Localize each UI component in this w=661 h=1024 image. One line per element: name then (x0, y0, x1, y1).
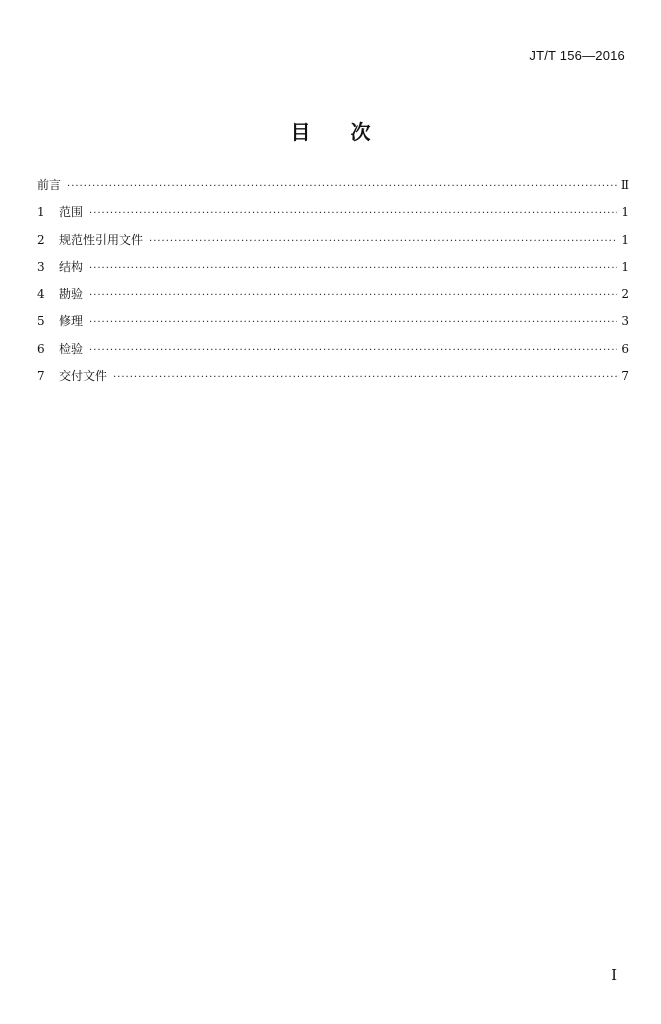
toc-label: 交付文件 (59, 369, 108, 384)
toc-entry-1[interactable] (37, 203, 629, 230)
toc-number: 7 (37, 369, 45, 384)
toc-label: 范围 (59, 205, 84, 220)
toc-leader-dots (89, 208, 617, 219)
toc-page-number: 3 (621, 314, 629, 329)
toc-label: 修理 (59, 314, 84, 329)
toc-page-number: 2 (621, 287, 629, 302)
toc-number: 6 (37, 341, 45, 356)
toc-number: 5 (37, 314, 45, 329)
toc-leader-dots (89, 345, 617, 356)
toc-label: 结构 (59, 259, 84, 274)
page-title (0, 116, 661, 145)
toc-leader-dots (89, 317, 617, 328)
toc-entry-2[interactable] (37, 231, 629, 258)
toc-entry-5[interactable] (37, 312, 629, 339)
table-of-contents (37, 176, 629, 394)
title-char-1: 目 (290, 120, 311, 144)
toc-page-number: 1 (621, 232, 629, 247)
toc-leader-dots (149, 236, 617, 247)
toc-number: 3 (37, 259, 45, 274)
standard-code: JT/T 156—2016 (529, 48, 625, 63)
toc-entry-6[interactable] (37, 340, 629, 367)
toc-entry-4[interactable] (37, 285, 629, 312)
page-folio: Ⅰ (611, 966, 617, 984)
toc-entry-3[interactable] (37, 258, 629, 285)
toc-number: 2 (37, 232, 45, 247)
toc-label: 前言 (37, 178, 62, 192)
toc-leader-dots (89, 290, 617, 301)
toc-page-number: Ⅱ (620, 178, 629, 192)
title-char-2: 次 (350, 120, 371, 144)
toc-label: 勘验 (59, 287, 84, 302)
toc-label: 检验 (59, 341, 84, 356)
toc-page-number: 7 (621, 369, 629, 384)
toc-entry-7[interactable] (37, 367, 629, 394)
toc-leader-dots (113, 372, 617, 383)
toc-leader-dots (67, 181, 617, 192)
toc-number: 4 (37, 287, 45, 302)
toc-number: 1 (37, 205, 45, 220)
toc-entry-foreword[interactable] (37, 176, 629, 203)
toc-page-number: 6 (621, 341, 629, 356)
toc-page-number: 1 (621, 259, 629, 274)
toc-leader-dots (89, 263, 617, 274)
toc-page-number: 1 (621, 205, 629, 220)
toc-label: 规范性引用文件 (59, 232, 144, 247)
